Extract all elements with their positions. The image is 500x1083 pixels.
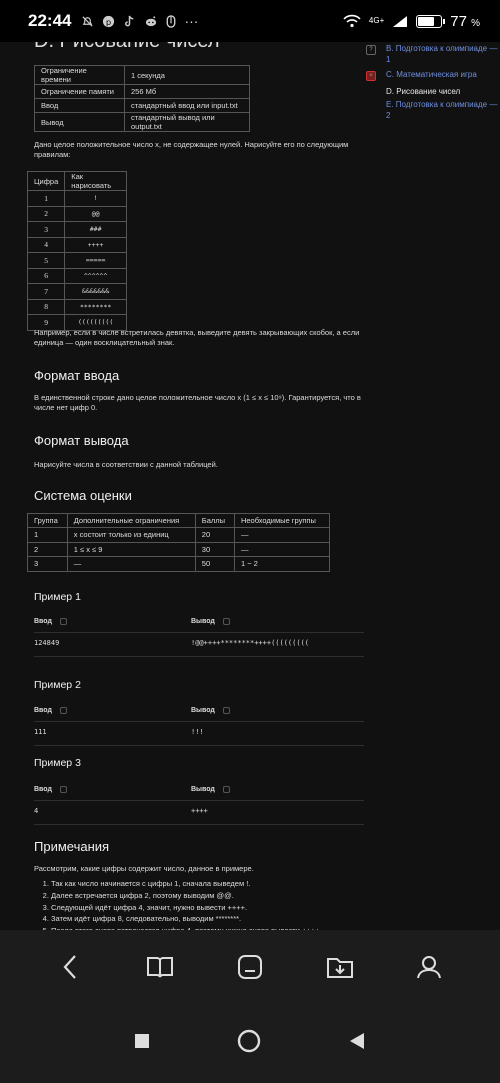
digits-row [28,222,127,238]
sidebar-problem-label: D. Рисование чисел [386,87,461,96]
input-label: Ввод [34,786,52,793]
notes-heading: Примечания [34,839,110,854]
example-output: ++++ [191,807,208,815]
grading-cell: 2 [28,542,68,557]
digits-row [28,191,127,207]
digits-header-cell: Как нарисовать [65,172,127,191]
download-folder-icon [326,955,354,979]
grading-cell: — [67,557,195,572]
example-values [34,807,364,815]
battery-fill [418,17,434,26]
more-icon: ··· [184,13,199,29]
network-type: 4G+ [368,16,385,25]
example-input: 111 [34,728,47,736]
grading-header-cell: Дополнительные ограничения [67,514,195,528]
example-title: Пример 1 [34,591,81,603]
grading-cell: 20 [195,528,234,543]
grading-cell: 1 − 2 [234,557,329,572]
sidebar-problem-label: C. Математическая игра [386,70,477,79]
divider [34,824,364,825]
grading-heading: Система оценки [34,488,132,503]
limit-value: стандартный ввод или input.txt [125,99,250,113]
example-input-header [34,786,191,793]
example-output-header [191,786,230,793]
copy-icon[interactable] [60,707,67,714]
app-icon [166,15,176,28]
limits-row [35,99,250,113]
grading-cell: 30 [195,542,234,557]
digits-row [28,284,127,300]
grading-table [27,513,330,572]
note-item: 1. Так как число начинается с цифры 1, сначала выведем !. [51,878,364,890]
limit-value: стандартный вывод или output.txt [125,113,250,132]
divider [34,800,364,801]
browser-toolbar [0,930,500,1004]
grading-cell: 1 [28,528,68,543]
input-format-heading: Формат ввода [34,368,120,383]
grading-row [28,542,330,557]
input-label: Ввод [34,707,52,714]
note-item: 3. Следующей идёт цифра 4, значит, нужно вывести ++++. [51,902,364,914]
drawing-cell: ((((((((( [65,315,127,331]
system-back-button[interactable] [348,1032,366,1055]
limits-table [34,65,250,132]
divider [34,745,364,746]
output-format-heading: Формат вывода [34,433,129,448]
copy-icon[interactable] [223,707,230,714]
status-bar [0,0,500,42]
sidebar-problem-item[interactable] [366,44,500,65]
output-format-text: Нарисуйте числа в соответствии с данной таблицей. [34,460,218,469]
example-title: Пример 2 [34,679,81,691]
edit-icon [237,954,263,980]
circle-icon [237,1029,261,1053]
limits-row [35,66,250,85]
recents-button[interactable] [134,1033,150,1054]
svg-text:p: p [106,16,112,27]
note-item: 2. Далее встречается цифра 2, поэтому выводим @@. [51,890,364,902]
triangle-icon [348,1032,366,1050]
digits-row [28,253,127,269]
digit-cell: 5 [28,253,65,269]
digits-row [28,206,127,222]
sidebar-problem-item[interactable] [366,100,500,121]
pending-status-icon: ? [366,45,376,55]
example-values [34,639,364,647]
example-values [34,728,364,736]
notes-intro: Рассмотрим, какие цифры содержит число, данное в примере. [34,864,254,873]
digits-row [28,299,127,315]
example-header [34,707,364,714]
grading-header-cell: Необходимые группы [234,514,329,528]
reddit-icon [144,15,158,28]
status-placeholder [366,100,376,121]
account-button[interactable] [409,947,449,987]
digits-row [28,268,127,284]
grading-cell: 3 [28,557,68,572]
example-note: Например, если в числе встретилась девятка, выведите девять закрывающих скобок, а если единица — один восклицательный знак. [34,328,360,347]
output-label: Вывод [191,618,215,625]
grading-cell: x состоит только из единиц [67,528,195,543]
back-button[interactable] [51,947,91,987]
drawing-cell: ++++ [65,237,127,253]
example-output: !!! [191,728,204,736]
digit-cell: 1 [28,191,65,207]
grading-row [28,528,330,543]
grading-header-cell: Баллы [195,514,234,528]
digit-cell: 8 [28,299,65,315]
drawing-cell: ### [65,222,127,238]
example-input: 4 [34,807,39,815]
copy-icon[interactable] [60,786,67,793]
limit-label: Ограничение времени [35,66,125,85]
drawing-cell: ===== [65,253,127,269]
digit-cell: 3 [28,222,65,238]
battery-level: 77 % [450,12,480,30]
digit-cell: 9 [28,315,65,331]
note-item: 4. Затем идёт цифра 8, следовательно, выводим ********. [51,913,364,925]
output-label: Вывод [191,786,215,793]
grading-cell: — [234,542,329,557]
copy-icon[interactable] [223,618,230,625]
digit-cell: 2 [28,206,65,222]
wifi-icon [343,14,361,28]
downloads-button[interactable] [320,947,360,987]
status-placeholder [366,87,376,98]
input-format-text: В единственной строке дано целое положительное число x (1 ≤ x ≤ 10⁹). Гарантируется, что в числе нет цифр 0. [34,393,361,412]
example-output-header [191,618,230,625]
drawing-cell: ******** [65,299,127,315]
problem-page[interactable] [0,42,500,930]
limit-label: Ввод [35,99,125,113]
bell-off-icon [81,15,94,28]
drawing-cell: ^^^^^^ [65,268,127,284]
square-icon [134,1033,150,1049]
divider [34,632,364,633]
sidebar-problem-item[interactable] [366,70,500,81]
sidebar-problem-label: E. Подготовка к олимпиаде — 2 [386,100,498,120]
limit-label: Ограничение памяти [35,85,125,99]
digit-cell: 6 [28,268,65,284]
signal-icon [392,15,408,28]
drawing-cell: &&&&&&& [65,284,127,300]
copy-icon[interactable] [223,786,230,793]
notification-icons [81,13,198,29]
clock: 22:44 [28,11,72,30]
output-label: Вывод [191,707,215,714]
example-input-header [34,707,191,714]
example-input-header [34,618,191,625]
limit-value: 256 Мб [125,85,250,99]
digits-header-cell: Цифра [28,172,65,191]
edit-button[interactable] [230,947,270,987]
account-icon [416,954,442,980]
grading-cell: 1 ≤ x ≤ 9 [67,542,195,557]
drawing-cell: ! [65,191,127,207]
tiktok-icon [123,15,136,28]
sidebar-problem-item[interactable] [366,87,500,98]
digit-cell: 4 [28,237,65,253]
divider [34,656,364,657]
copy-icon[interactable] [60,618,67,625]
home-button[interactable] [237,1029,261,1058]
book-icon [146,955,174,979]
drawing-cell: @@ [65,206,127,222]
sidebar-problem-label: B. Подготовка к олимпиаде — 1 [386,44,498,64]
digits-table [27,171,127,331]
grading-header-cell: Группа [28,514,68,528]
statement-text: Дано целое положительное число x, не содержащее нулей. Нарисуйте его по следующим правилам: [34,140,349,159]
example-title: Пример 3 [34,757,81,769]
digit-cell: 7 [28,284,65,300]
example-output-header [191,707,230,714]
digits-row [28,237,127,253]
grading-cell: 50 [195,557,234,572]
example-output: !@@++++********++++((((((((( [191,639,310,647]
grading-row [28,557,330,572]
example-input: 124849 [34,639,60,647]
limits-row [35,85,250,99]
failed-status-icon: × [366,71,376,81]
divider [34,721,364,722]
grading-cell: — [234,528,329,543]
system-nav-bar [0,1004,500,1083]
battery-icon [416,15,442,28]
reader-button[interactable] [140,947,180,987]
example-header [34,618,364,625]
pinterest-icon [102,15,115,28]
example-header [34,786,364,793]
back-icon [60,954,82,980]
limit-label: Вывод [35,113,125,132]
input-label: Ввод [34,618,52,625]
limit-value: 1 секунда [125,66,250,85]
limits-row [35,113,250,132]
